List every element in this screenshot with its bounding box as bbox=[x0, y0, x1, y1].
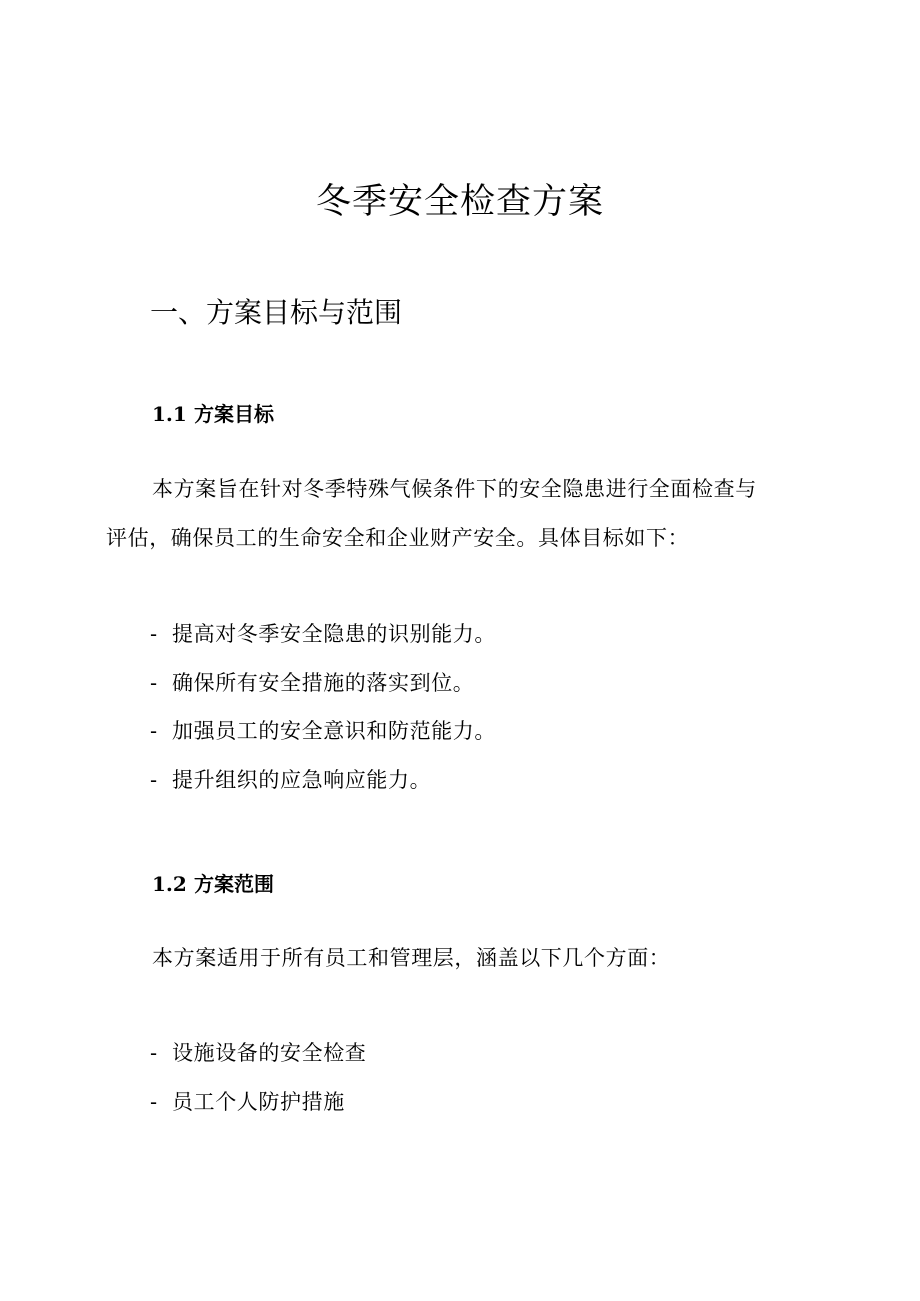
bullet-dash: - bbox=[150, 1090, 158, 1114]
bullet-dash: - bbox=[150, 1041, 158, 1065]
list-item: - 提升组织的应急响应能力。 bbox=[150, 768, 432, 792]
bullet-dash: - bbox=[150, 671, 158, 695]
section-heading-1: 一、方案目标与范围 bbox=[150, 296, 403, 329]
list-item: - 设施设备的安全检查 bbox=[150, 1041, 367, 1065]
bullet-dash: - bbox=[150, 719, 158, 743]
subsection-number: 1.1 bbox=[152, 402, 187, 426]
list-item: - 员工个人防护措施 bbox=[150, 1090, 345, 1114]
subsection-title: 方案范围 bbox=[194, 872, 274, 896]
list-item: - 确保所有安全措施的落实到位。 bbox=[150, 671, 475, 695]
bullet-dash: - bbox=[150, 768, 158, 792]
list-item: - 加强员工的安全意识和防范能力。 bbox=[150, 719, 496, 743]
subsection-number: 1.2 bbox=[152, 872, 187, 896]
subsection-title: 方案目标 bbox=[194, 402, 274, 426]
paragraph-line: 评估，确保员工的生命安全和企业财产安全。具体目标如下： bbox=[106, 526, 690, 550]
subsection-heading-1-1 bbox=[152, 400, 274, 428]
document-title: 冬季安全检查方案 bbox=[315, 182, 604, 222]
list-item: - 提高对冬季安全隐患的识别能力。 bbox=[150, 622, 496, 646]
paragraph-line: 本方案适用于所有员工和管理层，涵盖以下几个方面： bbox=[152, 946, 671, 970]
subsection-heading-1-2 bbox=[152, 870, 274, 898]
paragraph-line: 本方案旨在针对冬季特殊气候条件下的安全隐患进行全面检查与 bbox=[152, 477, 757, 501]
bullet-dash: - bbox=[150, 622, 158, 646]
